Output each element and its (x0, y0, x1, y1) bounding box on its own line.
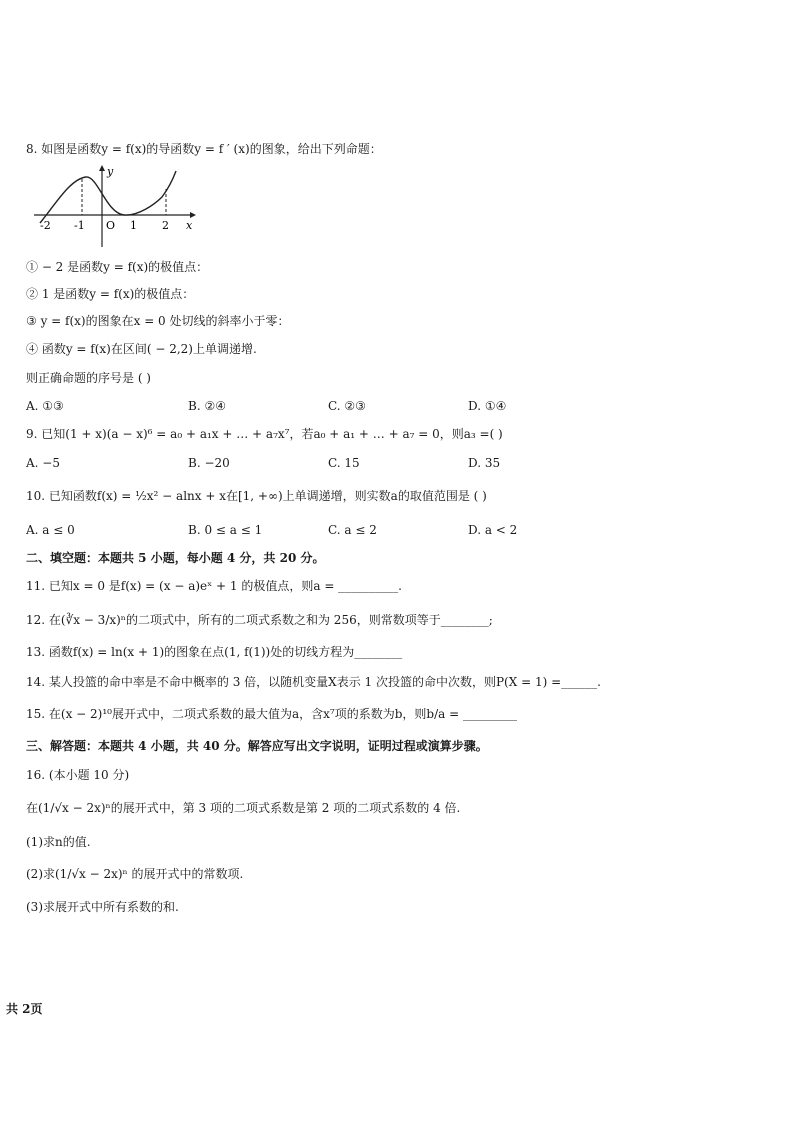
section-3-heading: 三、解答题：本题共 4 小题，共 40 分。解答应写出文字说明，证明过程或演算步骤。 (26, 739, 488, 753)
q8-prop-3: ③ y = f(x)的图象在x = 0 处切线的斜率小于零： (26, 314, 290, 328)
q15: 15. 在(x − 2)¹⁰展开式中，二项式系数的最大值为a，含x⁷项的系数为b，则b/a = _________ (26, 707, 517, 721)
q8-ask: 则正确命题的序号是 ( ) (26, 371, 151, 385)
page-footer: 共 2页 (6, 1002, 43, 1016)
q8-option-a: A. ①③ (26, 399, 64, 413)
x-axis-arrow-icon (190, 212, 196, 218)
q10-option-a: A. a ≤ 0 (26, 523, 75, 537)
q10-option-b: B. 0 ≤ a ≤ 1 (188, 523, 263, 537)
section-2-heading: 二、填空题：本题共 5 小题，每小题 4 分，共 20 分。 (26, 551, 325, 565)
q14: 14. 某人投篮的命中率是不命中概率的 3 倍，以随机变量X表示 1 次投篮的命中次数，则P(X = 1) =______. (26, 675, 601, 689)
q10-option-d: D. a < 2 (468, 523, 518, 537)
q8-prop-2: ② 1 是函数y = f(x)的极值点： (26, 287, 195, 301)
tick-label-1: 1 (130, 219, 137, 232)
q13: 13. 函数f(x) = ln(x + 1)的图象在点(1, f(1))处的切线方程为________ (26, 645, 403, 659)
derivative-graph (30, 163, 198, 247)
q9-option-b: B. −20 (188, 456, 230, 470)
tick-label-2: 2 (162, 219, 169, 232)
q16-part-2: (2)求(1/√x − 2x)ⁿ 的展开式中的常数项. (26, 867, 244, 881)
y-axis-arrow-icon (99, 165, 105, 171)
q16-part-1: (1)求n的值. (26, 835, 91, 849)
q16-part-3: (3)求展开式中所有系数的和. (26, 900, 179, 914)
q9-stem: 9. 已知(1 + x)(a − x)⁶ = a₀ + a₁x + … + a₇x⁷，若a₀ + a₁ + … + a₇ = 0，则a₃ =( ) (26, 427, 503, 441)
q8-option-d: D. ①④ (468, 399, 507, 413)
q8-prop-1: ① − 2 是函数y = f(x)的极值点： (26, 260, 209, 274)
q11: 11. 已知x = 0 是f(x) = (x − a)eˣ + 1 的极值点，则a = __________. (26, 579, 402, 593)
q8-option-c: C. ②③ (328, 399, 366, 413)
q9-option-d: D. 35 (468, 456, 501, 470)
q16-title: 16. (本小题 10 分) (26, 768, 130, 782)
q8-stem: 8. 如图是函数y = f(x)的导函数y = f ′ (x)的图象，给出下列命题： (26, 142, 382, 156)
tick-label-neg1: -1 (74, 219, 85, 232)
q16-stem: 在(1/√x − 2x)ⁿ的展开式中，第 3 项的二项式系数是第 2 项的二项式系数的 4 倍. (26, 801, 461, 815)
q10-option-c: C. a ≤ 2 (328, 523, 377, 537)
q8-option-b: B. ②④ (188, 399, 226, 413)
q9-option-c: C. 15 (328, 456, 360, 470)
origin-label: O (106, 219, 116, 232)
q12: 12. 在(∛x − 3/x)ⁿ的二项式中，所有的二项式系数之和为 256，则常数项等于________; (26, 613, 493, 627)
x-axis-label: x (186, 219, 193, 232)
y-axis-label: y (107, 165, 114, 178)
q8-prop-4: ④ 函数y = f(x)在区间( − 2,2)上单调递增. (26, 342, 257, 356)
q10-stem: 10. 已知函数f(x) = ½x² − alnx + x在[1, +∞)上单调递增，则实数a的取值范围是 ( ) (26, 489, 487, 503)
q9-option-a: A. −5 (26, 456, 60, 470)
tick-label-neg2: -2 (40, 219, 51, 232)
